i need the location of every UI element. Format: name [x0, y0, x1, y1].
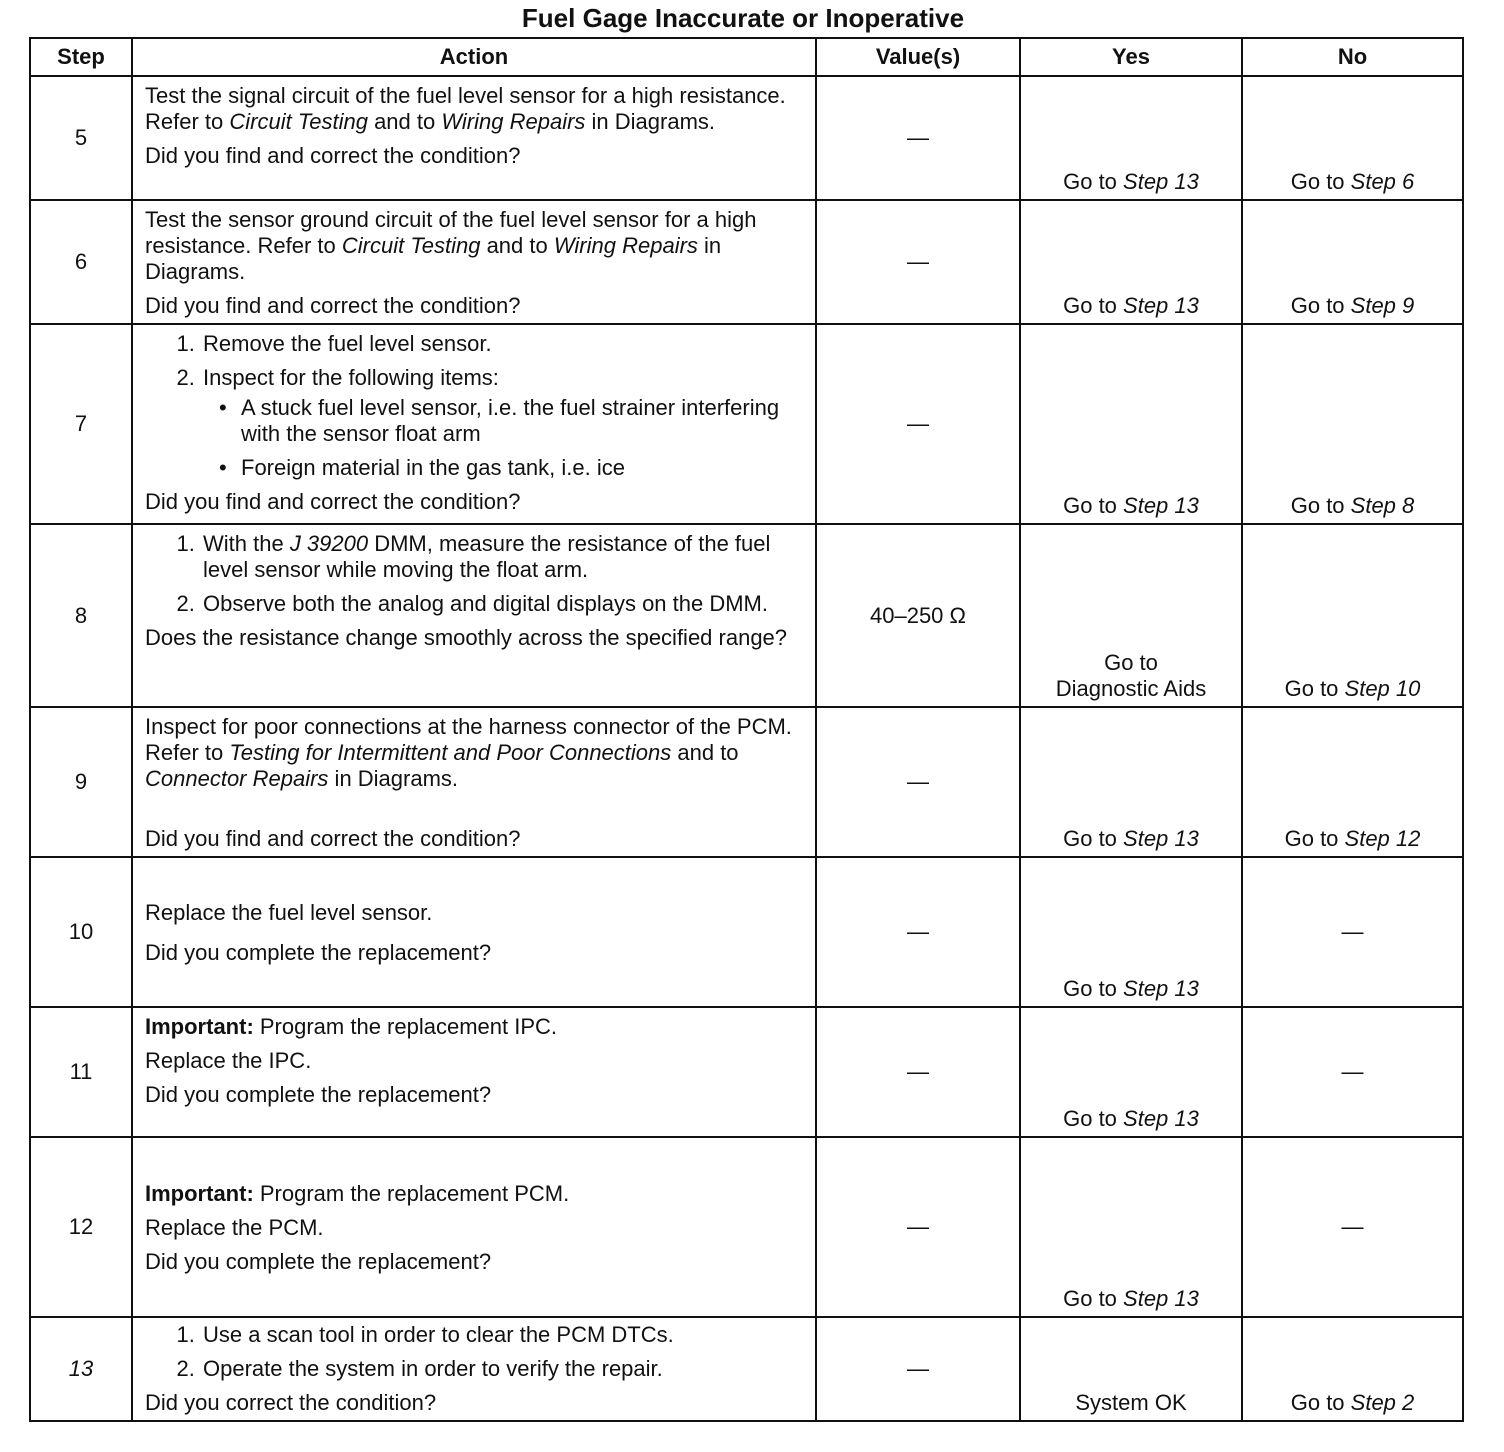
list-item: 2. Inspect for the following items: • A stuck fuel level sensor, i.e. the fuel strainer interfering with the sensor float arm • Foreign material in the gas tank, i.e. ice — [201, 365, 805, 481]
action-cell — [132, 707, 816, 857]
action-steps-list — [145, 331, 805, 481]
action-question: Did you complete the replacement? — [145, 1249, 492, 1274]
header-no: No — [1242, 38, 1463, 76]
table-row — [30, 857, 1463, 1007]
action-question: Did you complete the replacement? — [145, 1082, 492, 1107]
action-question: Did you find and correct the condition? — [145, 826, 521, 851]
list-item: 2. Operate the system in order to verify the repair. — [201, 1356, 805, 1382]
action-cell — [132, 200, 816, 324]
header-yes: Yes — [1020, 38, 1242, 76]
step-number: 10 — [30, 857, 132, 1007]
step-number: 12 — [30, 1137, 132, 1317]
yes-cell: Go to Step 13 — [1020, 1137, 1242, 1317]
action-steps-list — [145, 531, 805, 617]
yes-cell: Go to Diagnostic Aids — [1020, 524, 1242, 707]
important-note: Important: Program the replacement IPC. — [145, 1014, 558, 1039]
list-item: 1. Remove the fuel level sensor. — [201, 331, 805, 357]
diagnostic-table — [29, 37, 1464, 1422]
value-cell: — — [816, 1007, 1020, 1137]
value-cell: — — [816, 76, 1020, 200]
value-cell: — — [816, 1317, 1020, 1421]
header-step: Step — [30, 38, 132, 76]
yes-cell: Go to Step 13 — [1020, 200, 1242, 324]
important-label: Important: — [145, 1014, 254, 1039]
value-cell: — — [816, 324, 1020, 524]
no-cell: — — [1242, 857, 1463, 1007]
table-row — [30, 1137, 1463, 1317]
action-cell — [132, 76, 816, 200]
no-cell: Go to Step 2 — [1242, 1317, 1463, 1421]
action-cell — [132, 1317, 816, 1421]
header-row — [30, 38, 1463, 76]
table-row — [30, 1317, 1463, 1421]
step-number: 7 — [30, 324, 132, 524]
step-number: 5 — [30, 76, 132, 200]
action-question: Did you correct the condition? — [145, 1390, 437, 1415]
action-cell — [132, 324, 816, 524]
action-cell — [132, 1007, 816, 1137]
table-row — [30, 200, 1463, 324]
table-row — [30, 324, 1463, 524]
bullet-item: • A stuck fuel level sensor, i.e. the fuel strainer interfering with the sensor float arm — [239, 395, 805, 447]
page-title: Fuel Gage Inaccurate or Inoperative — [521, 3, 965, 33]
action-text: Test the sensor ground circuit of the fuel level sensor for a high resistance. Refer to Circuit Testing and to Wiring Repairs in Diagrams. — [145, 207, 757, 284]
action-text: Replace the fuel level sensor. — [145, 900, 433, 925]
important-label: Important: — [145, 1181, 254, 1206]
yes-cell: Go to Step 13 — [1020, 324, 1242, 524]
yes-cell: Go to Step 13 — [1020, 76, 1242, 200]
value-cell: — — [816, 1137, 1020, 1317]
action-text: Replace the PCM. — [145, 1215, 324, 1240]
action-cell — [132, 1137, 816, 1317]
action-cell — [132, 857, 816, 1007]
yes-cell: Go to Step 13 — [1020, 857, 1242, 1007]
action-steps-list — [145, 1322, 805, 1382]
action-question: Does the resistance change smoothly across the specified range? — [145, 625, 788, 650]
no-cell: Go to Step 10 — [1242, 524, 1463, 707]
no-cell: — — [1242, 1007, 1463, 1137]
table-row — [30, 524, 1463, 707]
value-cell: — — [816, 200, 1020, 324]
important-note: Important: Program the replacement PCM. — [145, 1181, 570, 1206]
yes-cell: System OK — [1020, 1317, 1242, 1421]
no-cell: Go to Step 8 — [1242, 324, 1463, 524]
action-text: Replace the IPC. — [145, 1048, 312, 1073]
table-row — [30, 1007, 1463, 1137]
list-item: 2. Observe both the analog and digital displays on the DMM. — [201, 591, 805, 617]
header-values: Value(s) — [816, 38, 1020, 76]
action-text: Test the signal circuit of the fuel level sensor for a high resistance. Refer to Circuit Testing and to Wiring Repairs in Diagrams. — [145, 83, 786, 134]
action-cell — [132, 524, 816, 707]
step-number: 8 — [30, 524, 132, 707]
bullet-list — [203, 395, 805, 481]
no-cell: Go to Step 6 — [1242, 76, 1463, 200]
action-question: Did you complete the replacement? — [145, 940, 492, 965]
no-cell: Go to Step 12 — [1242, 707, 1463, 857]
step-number: 11 — [30, 1007, 132, 1137]
header-action: Action — [132, 38, 816, 76]
action-text: Inspect for poor connections at the harness connector of the PCM. Refer to Testing for Intermittent and Poor Connections and to Connector Repairs in Diagrams. — [145, 714, 792, 791]
yes-cell: Go to Step 13 — [1020, 707, 1242, 857]
no-cell: — — [1242, 1137, 1463, 1317]
step-number: 9 — [30, 707, 132, 857]
value-cell: — — [816, 707, 1020, 857]
step-number: 6 — [30, 200, 132, 324]
no-cell: Go to Step 9 — [1242, 200, 1463, 324]
action-question: Did you find and correct the condition? — [145, 143, 521, 168]
list-item: 1. With the J 39200 DMM, measure the resistance of the fuel level sensor while moving the float arm. — [201, 531, 805, 583]
yes-cell: Go to Step 13 — [1020, 1007, 1242, 1137]
table-row — [30, 76, 1463, 200]
table-row — [30, 707, 1463, 857]
action-question: Did you find and correct the condition? — [145, 293, 521, 318]
list-item: 1. Use a scan tool in order to clear the PCM DTCs. — [201, 1322, 805, 1348]
bullet-item: • Foreign material in the gas tank, i.e. ice — [239, 455, 805, 481]
step-number: 13 — [30, 1317, 132, 1421]
value-cell: — — [816, 857, 1020, 1007]
action-question: Did you find and correct the condition? — [145, 489, 521, 514]
value-cell: 40–250 Ω — [816, 524, 1020, 707]
